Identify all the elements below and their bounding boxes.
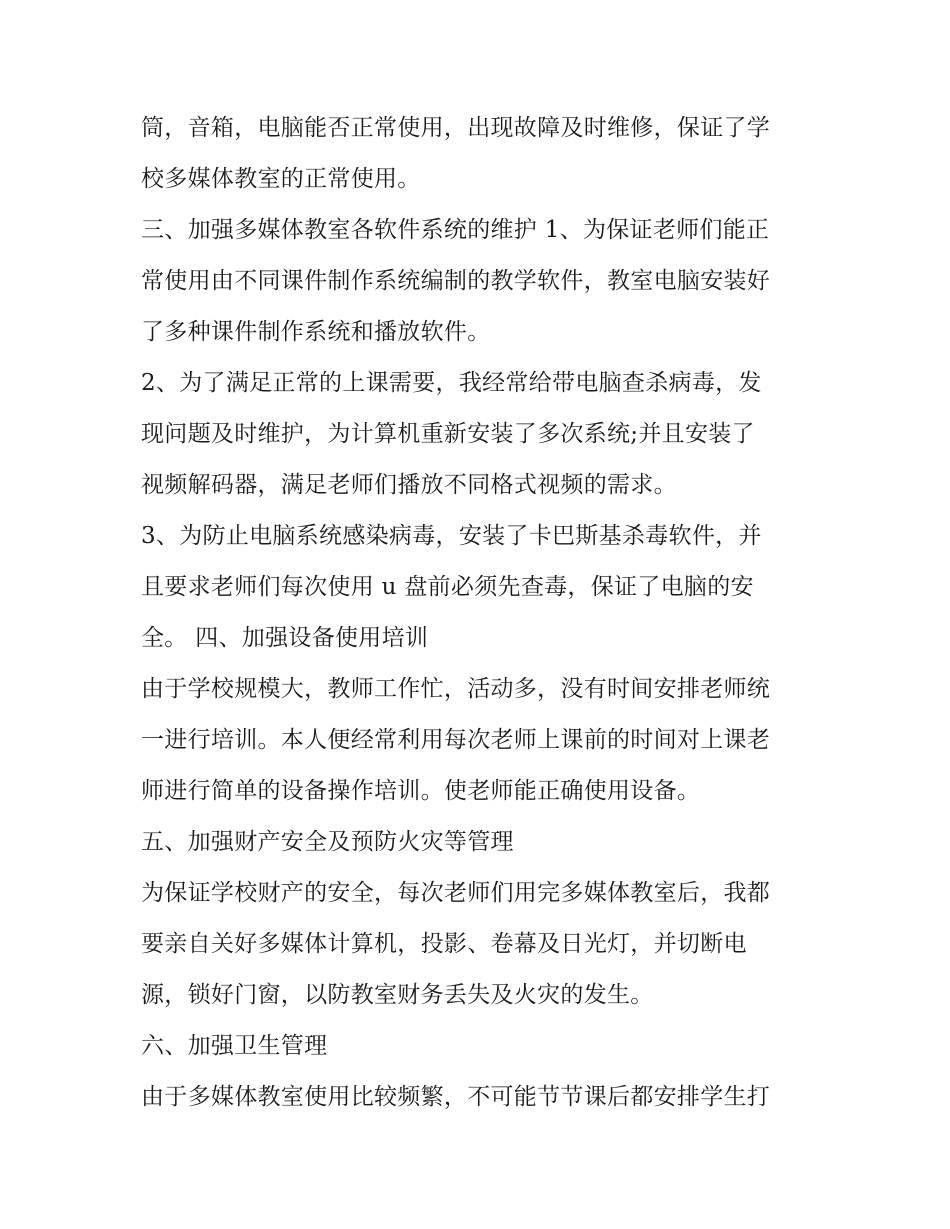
text-line: 2、为了满足正常的上课需要，我经常给带电脑查杀病毒，发 xyxy=(141,370,762,396)
text-line: 校多媒体教室的正常使用。 xyxy=(141,166,421,192)
text-line: 由于多媒体教室使用比较频繁，不可能节节课后都安排学生打 xyxy=(141,1084,771,1110)
text-line: 一进行培训。本人便经常利用每次老师上课前的时间对上课老 xyxy=(141,727,771,753)
section-heading-line: 三、加强多媒体教室各软件系统的维护 1、为保证老师们能正 xyxy=(141,217,770,243)
document-body xyxy=(141,103,831,1123)
text-line: 且要求老师们每次使用 u 盘前必须先查毒，保证了电脑的安 xyxy=(141,574,754,600)
text-line: 视频解码器，满足老师们播放不同格式视频的需求。 xyxy=(141,472,677,498)
section-heading-line: 六、加强卫生管理 xyxy=(141,1033,328,1059)
text-line: 要亲自关好多媒体计算机，投影、卷幕及日光灯，并切断电 xyxy=(141,931,747,957)
text-line: 3、为防止电脑系统感染病毒，安装了卡巴斯基杀毒软件，并 xyxy=(141,523,762,549)
text-line: 源，锁好门窗，以防教室财务丢失及火灾的发生。 xyxy=(141,982,654,1008)
text-line: 师进行简单的设备操作培训。使老师能正确使用设备。 xyxy=(141,778,701,804)
text-line: 常使用由不同课件制作系统编制的教学软件，教室电脑安装好 xyxy=(141,268,771,294)
text-line: 现问题及时维护，为计算机重新安装了多次系统;并且安装了 xyxy=(141,421,755,447)
text-line: 筒，音箱，电脑能否正常使用，出现故障及时维修，保证了学 xyxy=(141,115,771,141)
text-line: 由于学校规模大，教师工作忙，活动多，没有时间安排老师统 xyxy=(141,676,771,702)
text-line: 为保证学校财产的安全，每次老师们用完多媒体教室后，我都 xyxy=(141,880,771,906)
section-heading-line: 全。 四、加强设备使用培训 xyxy=(141,625,429,651)
text-line: 了多种课件制作系统和播放软件。 xyxy=(141,319,491,345)
section-heading-line: 五、加强财产安全及预防火灾等管理 xyxy=(141,829,514,855)
